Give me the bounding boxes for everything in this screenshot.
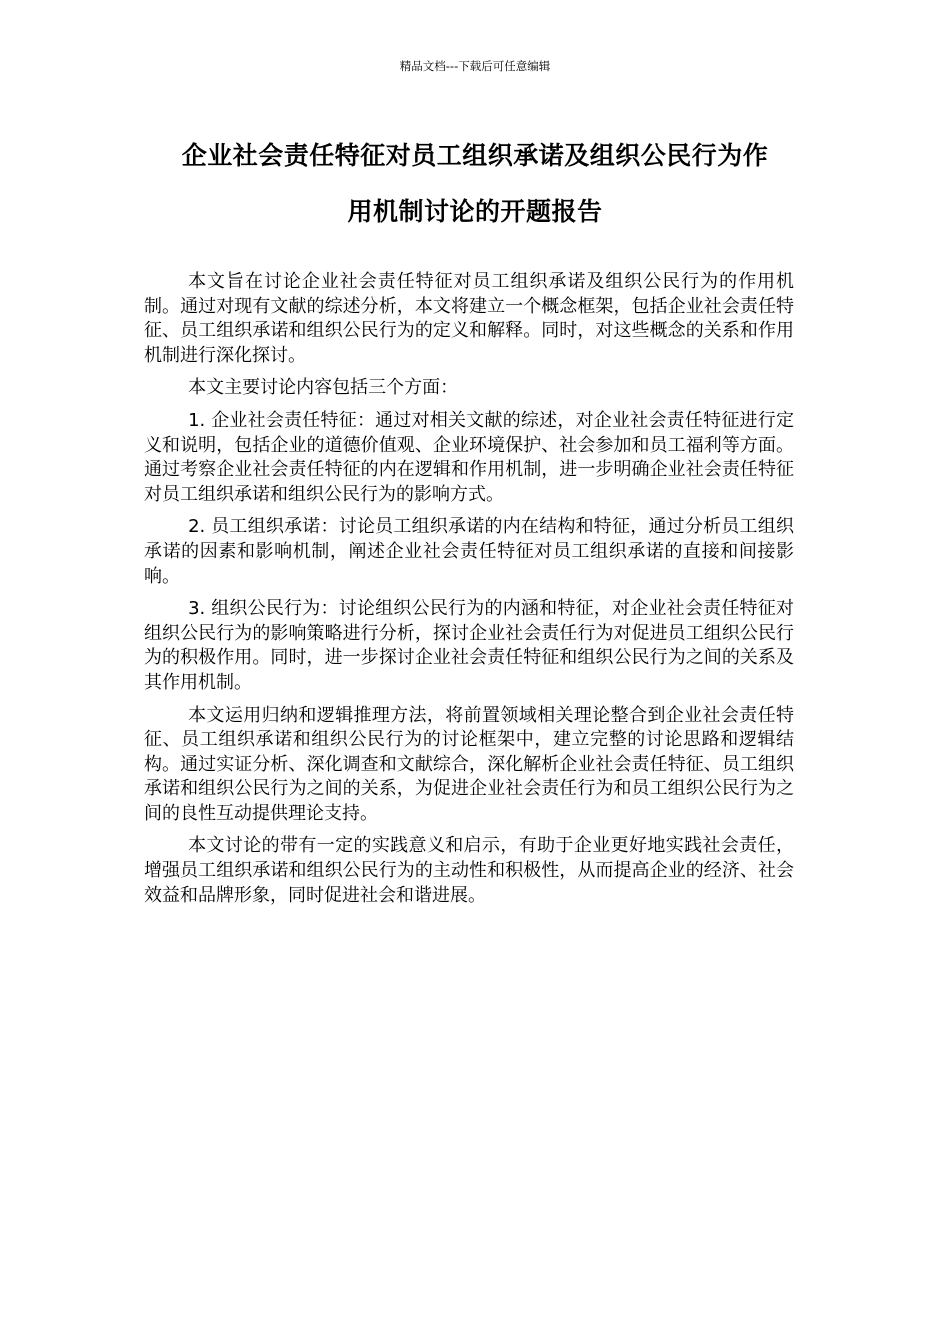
- document-body: [144, 270, 794, 916]
- paragraph-item-3: 3. 组织公民行为：讨论组织公民行为的内涵和特征，对企业社会责任特征对组织公民行为的影响策略进行分析，探讨企业社会责任行为对促进员工组织公民行为的积极作用。同时，进一步探讨企业社会责任特征和组织公民行为之间的关系及其作用机制。: [144, 598, 794, 693]
- paragraph-item-2: 2. 员工组织承诺：讨论员工组织承诺的内在结构和特征，通过分析员工组织承诺的因素和影响机制，阐述企业社会责任特征对员工组织承诺的直接和间接影响。: [144, 516, 794, 587]
- paragraph-method: 本文运用归纳和逻辑推理方法，将前置领域相关理论整合到企业社会责任特征、员工组织承诺和组织公民行为的讨论框架中，建立完整的讨论思路和逻辑结构。通过实证分析、深化调查和文献综合，深化解析企业社会责任特征、员工组织承诺和组织公民行为之间的关系，为促进企业社会责任行为和员工组织公民行为之间的良性互动提供理论支持。: [144, 704, 794, 824]
- paragraph-significance: 本文讨论的带有一定的实践意义和启示，有助于企业更好地实践社会责任，增强员工组织承诺和组织公民行为的主动性和积极性，从而提高企业的经济、社会效益和品牌形象，同时促进社会和谐进展。: [144, 835, 794, 906]
- paragraph-overview: 本文主要讨论内容包括三个方面：: [188, 377, 459, 399]
- header-note: 精品文档---下载后可任意编辑: [399, 59, 551, 73]
- paragraph-intro: 本文旨在讨论企业社会责任特征对员工组织承诺及组织公民行为的作用机制。通过对现有文献的综述分析，本文将建立一个概念框架，包括企业社会责任特征、员工组织承诺和组织公民行为的定义和解释。同时，对这些概念的关系和作用机制进行深化探讨。: [144, 271, 794, 366]
- document-title-line-1: 企业社会责任特征对员工组织承诺及组织公民行为作: [181, 141, 769, 170]
- document-title: [140, 128, 810, 240]
- document-title-line-2: 用机制讨论的开题报告: [347, 197, 603, 226]
- paragraph-item-1: 1. 企业社会责任特征：通过对相关文献的综述，对企业社会责任特征进行定义和说明，包括企业的道德价值观、企业环境保护、社会参加和员工福利等方面。通过考察企业社会责任特征的内在逻辑和作用机制，进一步明确企业社会责任特征对员工组织承诺和组织公民行为的影响方式。: [144, 409, 794, 505]
